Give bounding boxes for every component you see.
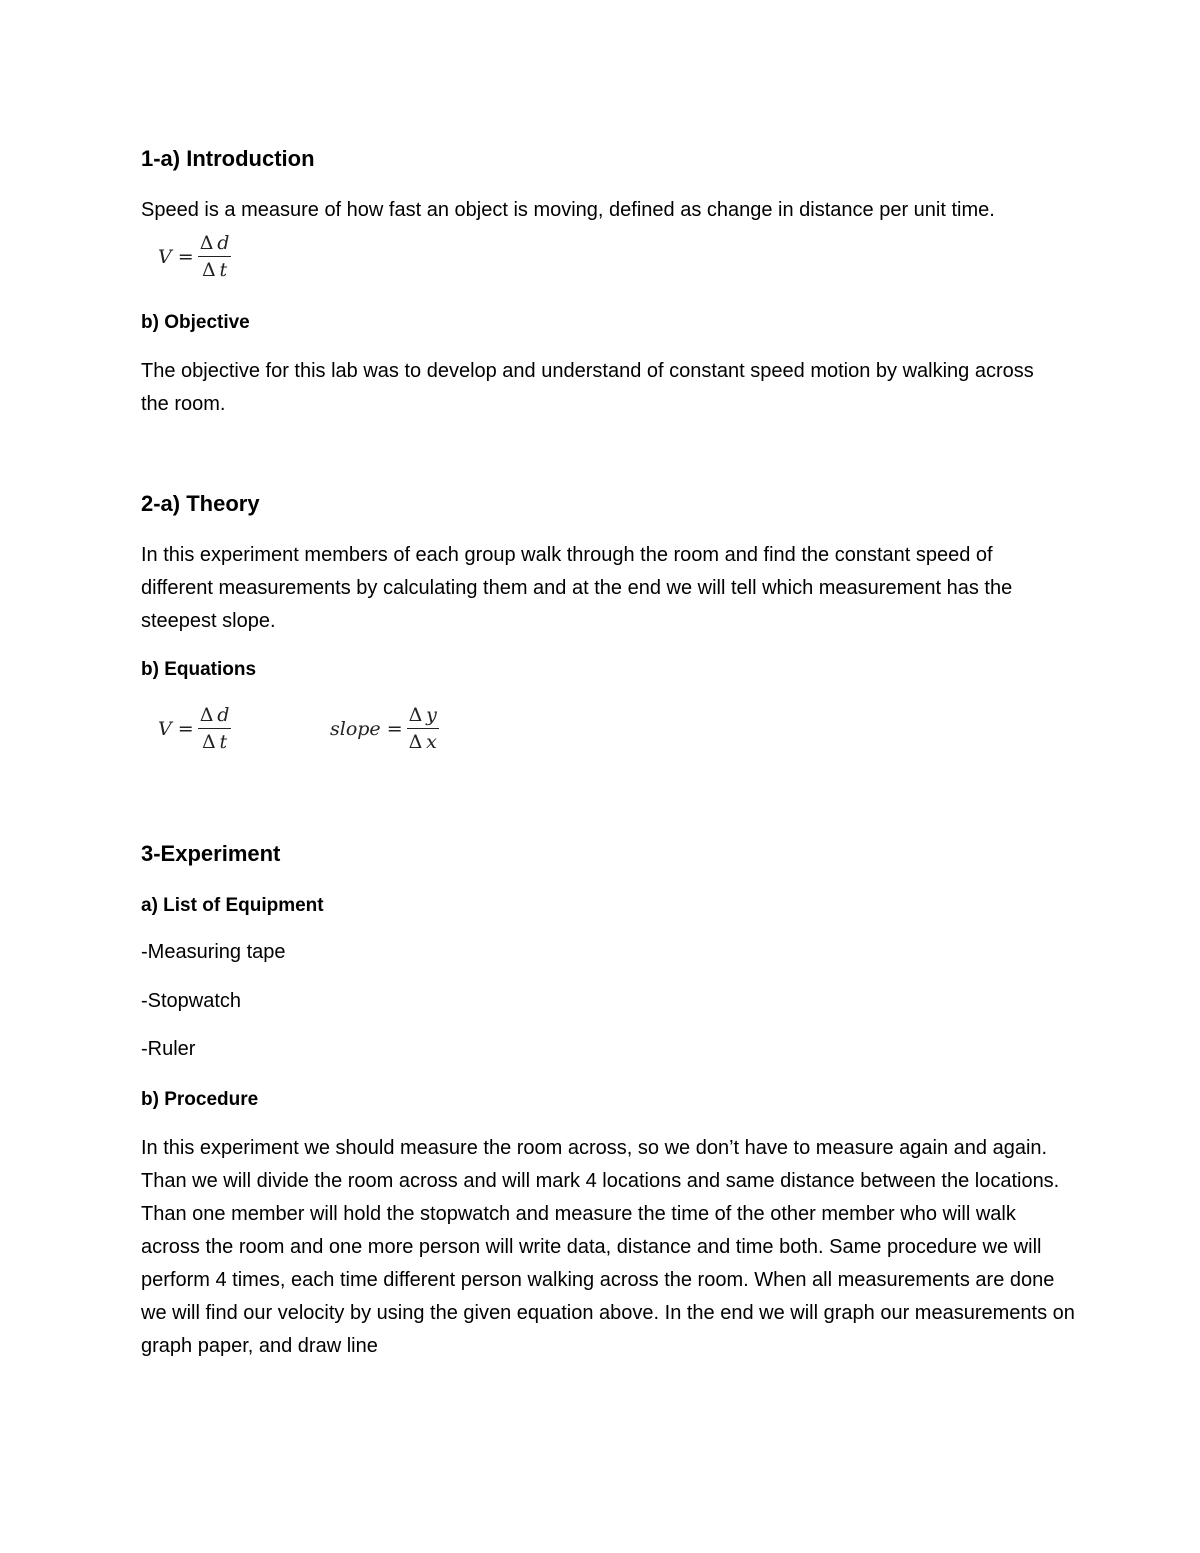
- equipment-heading: a) List of Equipment: [141, 895, 324, 916]
- fraction-denominator: [200, 729, 229, 753]
- fraction-numerator: [407, 704, 439, 729]
- delta-symbol: Δ: [199, 704, 214, 726]
- fraction-denominator: [200, 257, 229, 281]
- numerator-variable: d: [217, 232, 230, 254]
- fraction-numerator: [198, 232, 232, 257]
- denominator-variable: t: [219, 259, 228, 281]
- fraction: [198, 704, 232, 753]
- formula-lhs: V =: [158, 717, 194, 740]
- procedure-text: In this experiment we should measure the room across, so we don’t have to measure again and again. Than we will divide the room across and will mark 4 locations and same distance between the locations. Than one member will hold the stopwatch and measure the time of the other member who will walk across the room and one more person will write data, distance and time both. Same procedure we will perform 4 times, each time different person walking across the room. When all measurements are done we will find our velocity by using the given equation above. In the end we will graph our measurements on graph paper, and draw line: [141, 1137, 1075, 1357]
- objective-text: The objective for this lab was to develop and understand of constant speed motion by walking across the room.: [141, 360, 1034, 415]
- equations-heading: b) Equations: [141, 659, 257, 680]
- denominator-variable: x: [426, 731, 437, 753]
- fraction: [198, 232, 232, 281]
- theory-heading: 2-a) Theory: [141, 491, 260, 516]
- delta-symbol: Δ: [201, 731, 216, 753]
- introduction-text: Speed is a measure of how fast an object is moving, defined as change in distance per unit time.: [141, 199, 995, 221]
- delta-symbol: Δ: [408, 704, 423, 726]
- equipment-item: -Stopwatch: [141, 990, 242, 1012]
- formula-lhs: V =: [158, 245, 194, 268]
- fraction-denominator: [407, 729, 439, 753]
- introduction-heading: 1-a) Introduction: [141, 146, 315, 171]
- speed-formula: [158, 232, 231, 281]
- objective-heading: b) Objective: [141, 312, 250, 333]
- formula-lhs: slope =: [330, 717, 403, 740]
- theory-text: In this experiment members of each group walk through the room and find the constant speed of different measurements by calculating them and at the end we will tell which measurement has the steepest slope.: [141, 544, 1013, 632]
- equipment-item: -Ruler: [141, 1038, 196, 1060]
- fraction: [407, 704, 439, 753]
- procedure-heading: b) Procedure: [141, 1089, 259, 1110]
- denominator-variable: t: [219, 731, 228, 753]
- numerator-variable: d: [217, 704, 230, 726]
- fraction-numerator: [198, 704, 232, 729]
- slope-equation: [330, 704, 439, 753]
- velocity-equation: [158, 704, 231, 753]
- delta-symbol: Δ: [199, 232, 214, 254]
- delta-symbol: Δ: [201, 259, 216, 281]
- delta-symbol: Δ: [408, 731, 423, 753]
- numerator-variable: y: [426, 704, 437, 726]
- equipment-item: -Measuring tape: [141, 941, 286, 963]
- experiment-heading: 3-Experiment: [141, 841, 281, 866]
